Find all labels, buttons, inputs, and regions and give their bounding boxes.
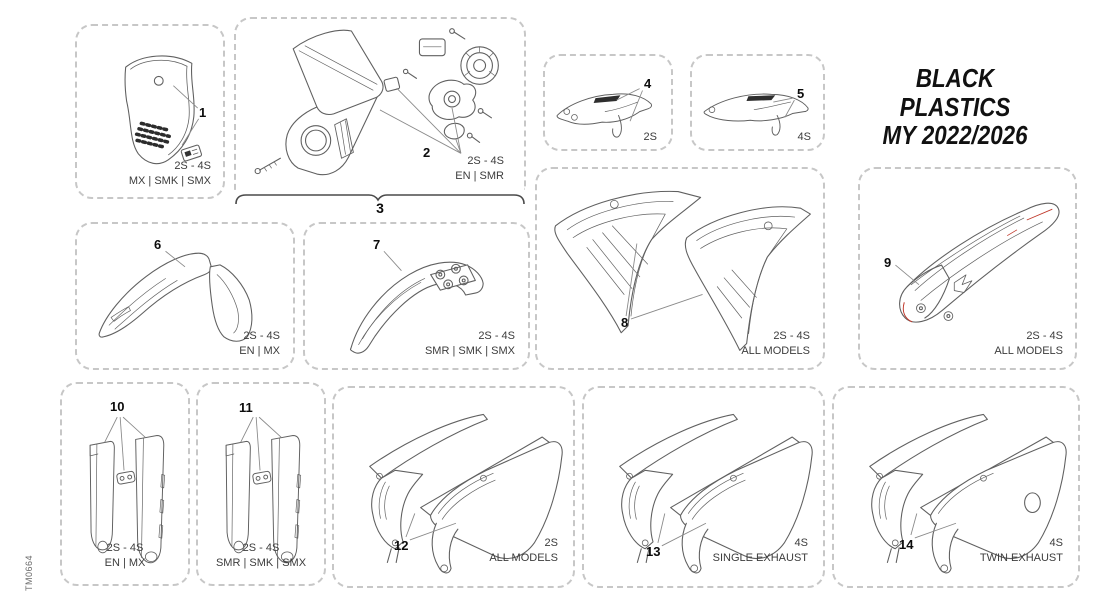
panel-10-models: EN | MX xyxy=(104,557,146,570)
panel-front-fender-smr xyxy=(303,222,530,370)
panel-7-label xyxy=(425,329,515,359)
panel-headlight-mask xyxy=(234,17,526,190)
callout-9: 9 xyxy=(884,255,892,270)
callout-8: 8 xyxy=(621,315,629,330)
callout-2: 2 xyxy=(423,145,431,160)
callout-7: 7 xyxy=(373,237,381,252)
panel-fork-guards-smr xyxy=(196,382,326,586)
panel-9-spec: 2S - 4S xyxy=(1026,330,1063,343)
callout-3: 3 xyxy=(376,200,384,216)
panel-8-label xyxy=(741,329,810,359)
panel-front-fender-mx xyxy=(75,222,295,370)
panel-11-models: SMR | SMK | SMX xyxy=(215,557,307,570)
panel-8-models: ALL MODELS xyxy=(741,345,810,358)
panel-12-label xyxy=(489,536,558,566)
panel-14-label xyxy=(980,536,1063,566)
callout-4: 4 xyxy=(644,76,652,91)
panel-13-spec: 4S xyxy=(794,537,808,550)
panel-2-label xyxy=(455,154,504,184)
panel-7-models: SMR | SMK | SMX xyxy=(424,345,515,358)
panel-9-label xyxy=(994,329,1063,359)
callout-6: 6 xyxy=(154,237,162,252)
panel-10-label xyxy=(62,541,188,571)
panel-2-spec: 2S - 4S xyxy=(467,155,504,168)
panel-14-models: TWIN EXHAUST xyxy=(979,552,1063,565)
callout-11: 11 xyxy=(239,400,253,415)
panel-7-spec: 2S - 4S xyxy=(478,330,515,343)
panel-13-models: SINGLE EXHAUST xyxy=(712,552,808,565)
panel-1-models: MX | SMK | SMX xyxy=(128,175,211,188)
callout-1: 1 xyxy=(199,105,207,120)
page-title xyxy=(863,64,1047,150)
panel-tank-cover-4s xyxy=(690,54,825,151)
panel-11-spec: 2S - 4S xyxy=(242,542,280,555)
panel-1-spec: 2S - 4S xyxy=(174,160,211,173)
panel-radiator-shrouds xyxy=(535,167,825,370)
panel-11-label xyxy=(198,541,324,571)
callout-14: 14 xyxy=(899,537,914,552)
callout-5: 5 xyxy=(797,86,805,101)
panel-6-models: EN | MX xyxy=(239,345,280,358)
panel-10-spec: 2S - 4S xyxy=(106,542,144,555)
callout-10: 10 xyxy=(110,399,125,414)
panel-13-label xyxy=(713,536,808,566)
panel-front-number-plate xyxy=(75,24,225,199)
panel-9-models: ALL MODELS xyxy=(994,345,1063,358)
panel-side-panels-4s-single xyxy=(582,386,825,588)
document-code: TM0664 xyxy=(24,554,34,591)
page-title-line1: BLACK PLASTICS xyxy=(899,63,1011,122)
panel-12-models: ALL MODELS xyxy=(489,552,558,565)
panel-6-spec: 2S - 4S xyxy=(243,330,280,343)
panel-1-label xyxy=(129,159,211,189)
panel-fork-guards-mx xyxy=(60,382,190,586)
panel-12-spec: 2S xyxy=(544,537,558,550)
callout-13: 13 xyxy=(646,544,661,559)
panel-5-spec: 4S xyxy=(797,131,811,144)
callout-12: 12 xyxy=(394,538,409,553)
panel-tank-cover-2s xyxy=(543,54,673,151)
panel-2-models: EN | SMR xyxy=(455,170,504,183)
panel-5-label xyxy=(798,130,811,145)
panel-8-spec: 2S - 4S xyxy=(773,330,810,343)
panel-side-panels-2s xyxy=(332,386,575,588)
page-title-line2: MY 2022/2026 xyxy=(882,120,1028,151)
panel-6-label xyxy=(239,329,280,359)
panel-rear-fender xyxy=(858,167,1077,370)
panel-4-spec: 2S xyxy=(643,131,657,144)
panel-side-panels-4s-twin xyxy=(832,386,1080,588)
panel-4-label xyxy=(644,130,657,145)
panel-14-spec: 4S xyxy=(1049,537,1063,550)
